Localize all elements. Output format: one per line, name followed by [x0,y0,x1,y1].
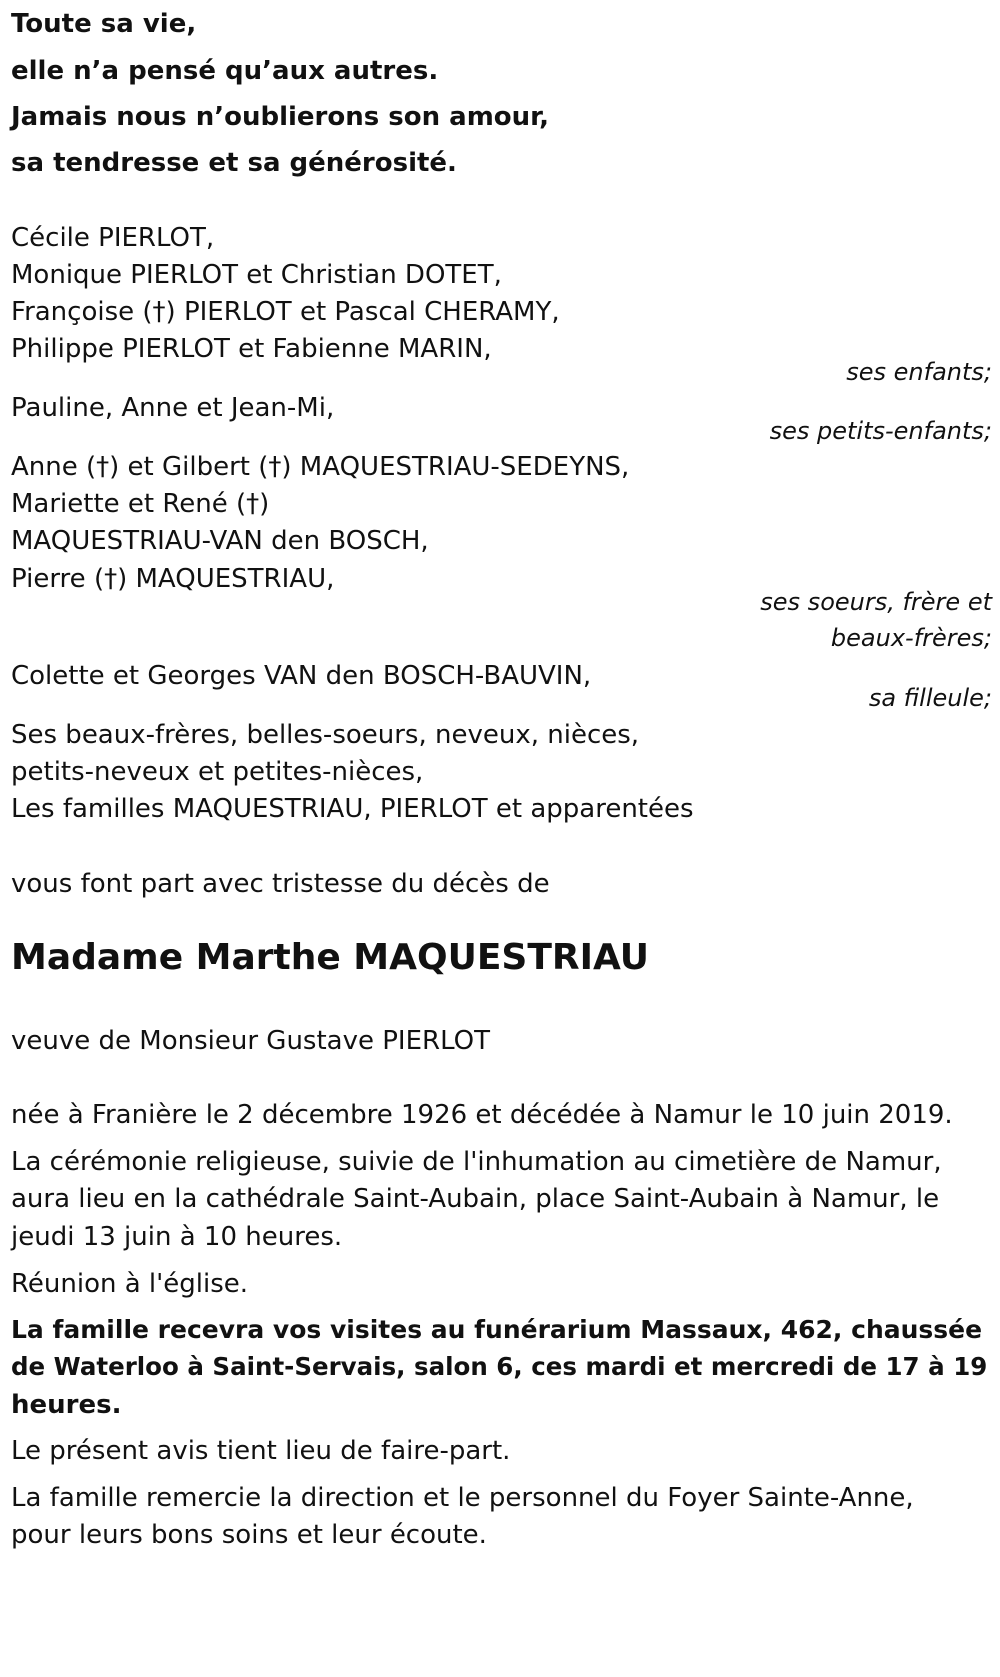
family-member-line: Anne (†) et Gilbert (†) MAQUESTRIAU-SEDEYNS, [11,452,630,482]
family-member-line: Pierre (†) MAQUESTRIAU, [11,564,335,594]
goddaughter-role: sa filleule; [868,684,992,712]
visits-line: de Waterloo à Saint-Servais, salon 6, ces mardi et mercredi de 17 à 19 [11,1352,988,1381]
family-member-line: Ses beaux-frères, belles-soeurs, neveux, nièces, [11,720,640,750]
ceremony-line: aura lieu en la cathédrale Saint-Aubain, place Saint-Aubain à Namur, le [11,1184,940,1214]
family-member-line: MAQUESTRIAU-VAN den BOSCH, [11,526,429,556]
verse-line: sa tendresse et sa générosité. [11,148,457,178]
family-member-line: Françoise (†) PIERLOT et Pascal CHERAMY, [11,297,560,327]
deceased-name: Madame Marthe MAQUESTRIAU [11,937,649,978]
siblings-role: ses soeurs, frère et [760,588,992,616]
verse-line: Jamais nous n’oublierons son amour, [11,102,550,132]
family-member-line: Philippe PIERLOT et Fabienne MARIN, [11,334,492,364]
birth-death-text: née à Franière le 2 décembre 1926 et décédée à Namur le 10 juin 2019. [11,1100,953,1130]
visits-line: heures. [11,1390,122,1420]
thanks-line: La famille remercie la direction et le personnel du Foyer Sainte-Anne, [11,1483,914,1513]
visits-line: La famille recevra vos visites au funérarium Massaux, 462, chaussée [11,1315,983,1344]
notice-text: Le présent avis tient lieu de faire-part. [11,1436,511,1466]
announcement-text: vous font part avec tristesse du décès de [11,869,550,899]
family-member-line: Mariette et René (†) [11,489,270,519]
family-member-line: Monique PIERLOT et Christian DOTET, [11,260,502,290]
family-member-line: Pauline, Anne et Jean-Mi, [11,393,335,423]
family-member-line: Cécile PIERLOT, [11,223,215,253]
family-member-line: Les familles MAQUESTRIAU, PIERLOT et apparentées [11,794,694,824]
family-member-line: Colette et Georges VAN den BOSCH-BAUVIN, [11,661,592,691]
siblings-role: beaux-frères; [830,624,992,652]
widow-of-text: veuve de Monsieur Gustave PIERLOT [11,1026,490,1056]
verse-line: Toute sa vie, [11,9,197,39]
meeting-text: Réunion à l'église. [11,1269,249,1299]
ceremony-line: La cérémonie religieuse, suivie de l'inhumation au cimetière de Namur, [11,1147,942,1177]
thanks-line: pour leurs bons soins et leur écoute. [11,1520,487,1550]
children-role: ses enfants; [846,358,992,386]
grandchildren-role: ses petits-enfants; [769,417,992,445]
verse-line: elle n’a pensé qu’aux autres. [11,56,439,86]
family-member-line: petits-neveux et petites-nièces, [11,757,424,787]
ceremony-line: jeudi 13 juin à 10 heures. [11,1222,343,1252]
